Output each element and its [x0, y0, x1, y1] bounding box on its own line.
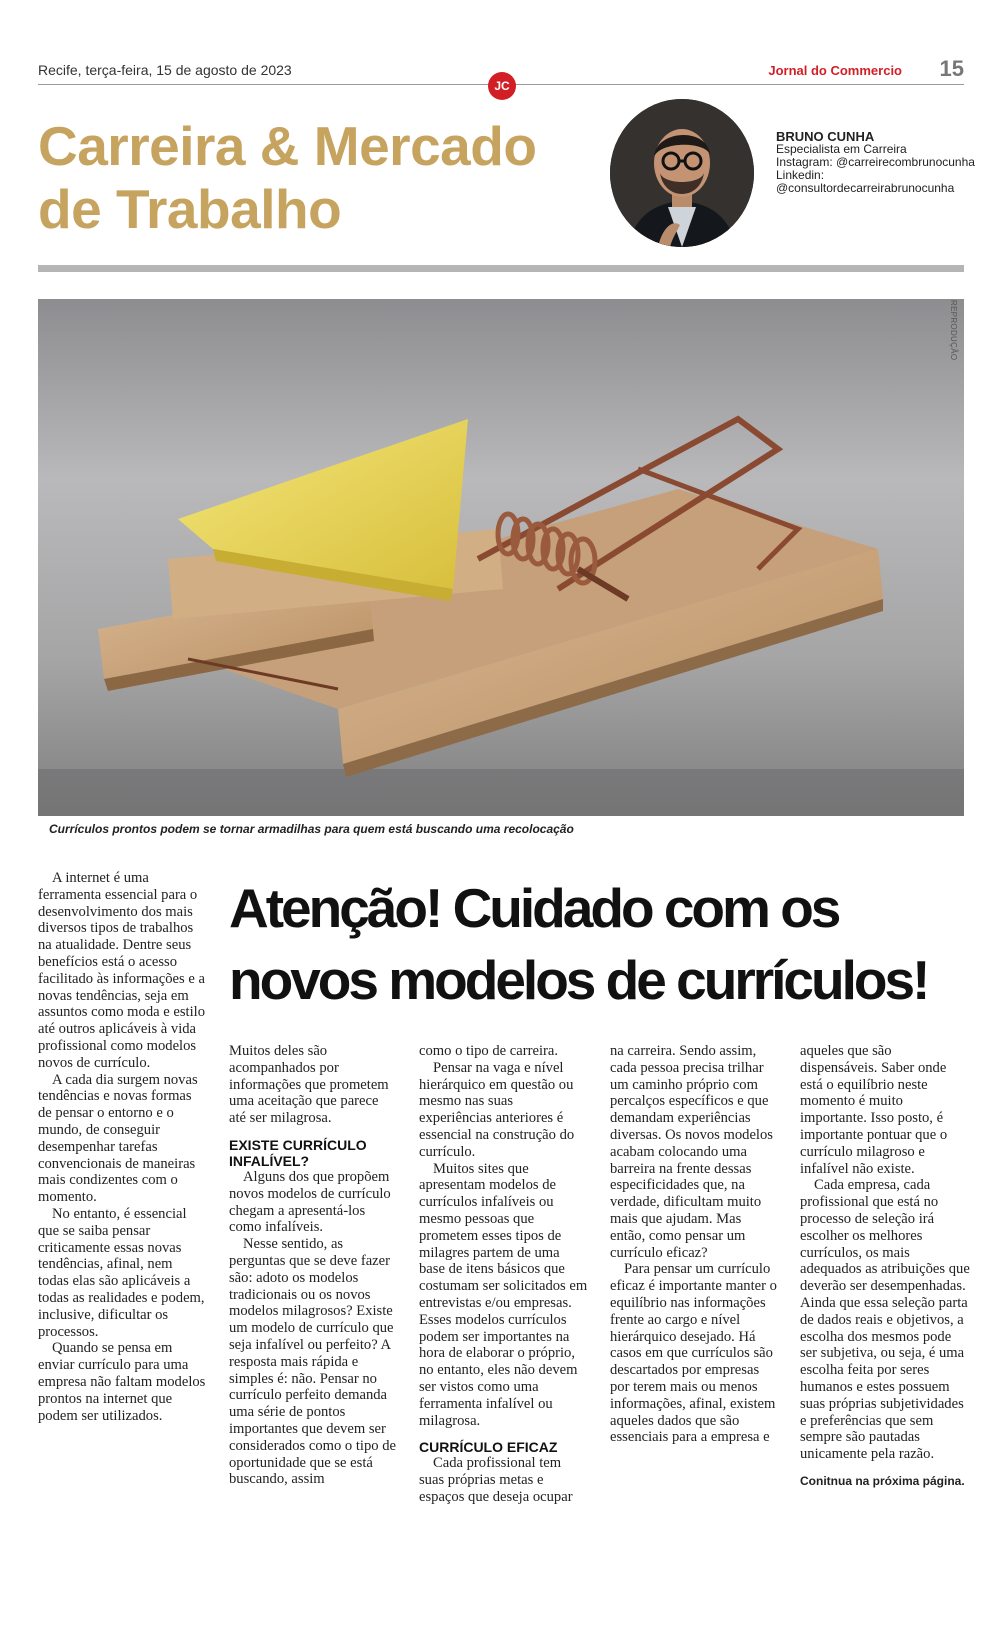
photo-caption: Currículos prontos podem se tornar armadilhas para quem está buscando uma recolocação — [49, 822, 574, 836]
paragraph: Quando se pensa em enviar currículo para uma empresa não faltam modelos prontos na internet que podem ser utilizados. — [38, 1340, 206, 1424]
section-title-line1: Carreira & Mercado — [38, 115, 537, 177]
paragraph: na carreira. Sendo assim, cada pessoa precisa trilhar um caminho próprio com percalços específicos e que demandam experiências diversas. Os novos modelos acabam colocando uma barreira na frente dessas especificidades que, na verdade, dificultam muito mais que ajudam. Mas então, como pensar um currículo eficaz? — [610, 1043, 773, 1261]
paragraph: Cada profissional tem suas próprias metas e espaços que deseja ocupar — [419, 1455, 573, 1505]
author-instagram: Instagram: @carreirecombrunocunha — [776, 155, 975, 169]
section-title-line2: de Trabalho — [38, 178, 342, 240]
page-number: 15 — [939, 56, 964, 81]
headline-line1: Atenção! Cuidado com os — [229, 877, 839, 939]
body-column-5 — [800, 1043, 970, 1490]
paragraph: Muitos sites que apresentam modelos de currículos infalíveis ou mesmo pessoas que prometem esses tipos de milagres partem de uma base de itens básicos que costumam ser solicitados em entrevistas e/ou empresas. Esses modelos currículos podem ser importantes na hora de elaborar o próprio, no entanto, eles não devem ser vistos como uma ferramenta infalível ou milagrosa. — [419, 1160, 588, 1429]
paragraph: A cada dia surgem novas tendências e novas formas de pensar o entorno e o mundo, de conseguir desempenhar tarefas convencionais de maneiras mais condizentes com o momento. — [38, 1071, 198, 1206]
paragraph: Nesse sentido, as perguntas que se deve fazer são: adoto os modelos tradicionais ou os novos modelos milagrosos? Existe um modelo de currículo que seja infalível ou perfeito? A resposta mais rápida e simples é: não. Pensar no currículo perfeito demanda uma série de pontos importantes que devem ser considerados como o tipo de oportunidade que se está buscando, assim — [229, 1236, 396, 1488]
publication-name: Jornal do Commercio — [768, 63, 902, 78]
paragraph: Muitos deles são acompanhados por informações que prometem uma aceitação que parece até ser milagrosa. — [229, 1043, 389, 1127]
author-avatar — [610, 99, 754, 247]
section-title — [38, 115, 578, 241]
paragraph: aqueles que são dispensáveis. Saber onde está o equilíbrio neste momento é muito importante. Isso posto, é importante pontuar que o currículo milagroso e infalível não existe. — [800, 1043, 948, 1177]
author-info — [776, 130, 975, 195]
author-linkedin-label: Linkedin: — [776, 168, 825, 182]
paragraph: Cada empresa, cada profissional que está no processo de seleção irá escolher os melhores currículos, os mais adequados as atribuições que deverão ser desempenhadas. Ainda que essa seleção parta de dados reais e objetivos, a escolha dos mesmos pode ser subjetiva, ou seja, é uma escolha feita por seres humanos e estes possuem suas próprias subjetividades e preferências que sem sempre são pautadas unicamente pela razão. — [800, 1177, 970, 1463]
dateline: Recife, terça-feira, 15 de agosto de 2023 — [38, 62, 292, 78]
body-column-3 — [419, 1043, 589, 1506]
article-headline — [229, 872, 969, 1016]
body-column-4 — [610, 1043, 780, 1446]
paragraph: A internet é uma ferramenta essencial para o desenvolvimento dos mais diversos tipos de trabalhos na atualidade. Dentre seus benefícios está o acesso facilitado às informações e a novas tendências, seja em assuntos como moda e estilo até outros aplicáveis à vida profissional como modelos novos de currículo. — [38, 870, 205, 1071]
author-name: BRUNO CUNHA — [776, 129, 875, 144]
subheading-curriculo-eficaz: CURRÍCULO EFICAZ — [419, 1439, 558, 1456]
mousetrap-photo — [38, 299, 964, 816]
paragraph: como o tipo de carreira. — [419, 1043, 558, 1059]
paragraph: Pensar na vaga e nível hierárquico em questão ou mesmo nas suas experiências anteriores é essencial na construção do currículo. — [419, 1059, 575, 1160]
paragraph: Alguns dos que propõem novos modelos de currículo chegam a apresentá-los como infalíveis. — [229, 1168, 391, 1236]
continued-note: Conitnua na próxima página. — [800, 1473, 965, 1488]
body-column-2 — [229, 1043, 399, 1488]
paragraph: No entanto, é essencial que se saiba pensar criticamente essas novas tendências, afinal, nem todas elas são aplicáveis a todas as realidades e podem, inclusive, dificultar os processos. — [38, 1205, 205, 1340]
paragraph: Para pensar um currículo eficaz é importante manter o equilíbrio nas informações frente ao cargo e nível hierárquico desejado. Há casos em que currículos são descartados por empresas por terem mais ou menos informações, afinal, existem aqueles dados que são essenciais para a empresa e — [610, 1261, 777, 1446]
photo-credit: REPRODUÇÃO — [949, 300, 958, 361]
body-column-1 — [38, 870, 206, 1424]
subheading-curriculo-infalivel: EXISTE CURRÍCULO INFALÍVEL? — [229, 1136, 367, 1169]
author-linkedin: @consultordecarreirabrunocunha — [776, 181, 955, 195]
headline-line2: novos modelos de currículos! — [229, 949, 928, 1011]
section-divider — [38, 265, 964, 272]
jc-logo: JC — [488, 72, 516, 100]
author-role: Especialista em Carreira — [776, 142, 907, 156]
